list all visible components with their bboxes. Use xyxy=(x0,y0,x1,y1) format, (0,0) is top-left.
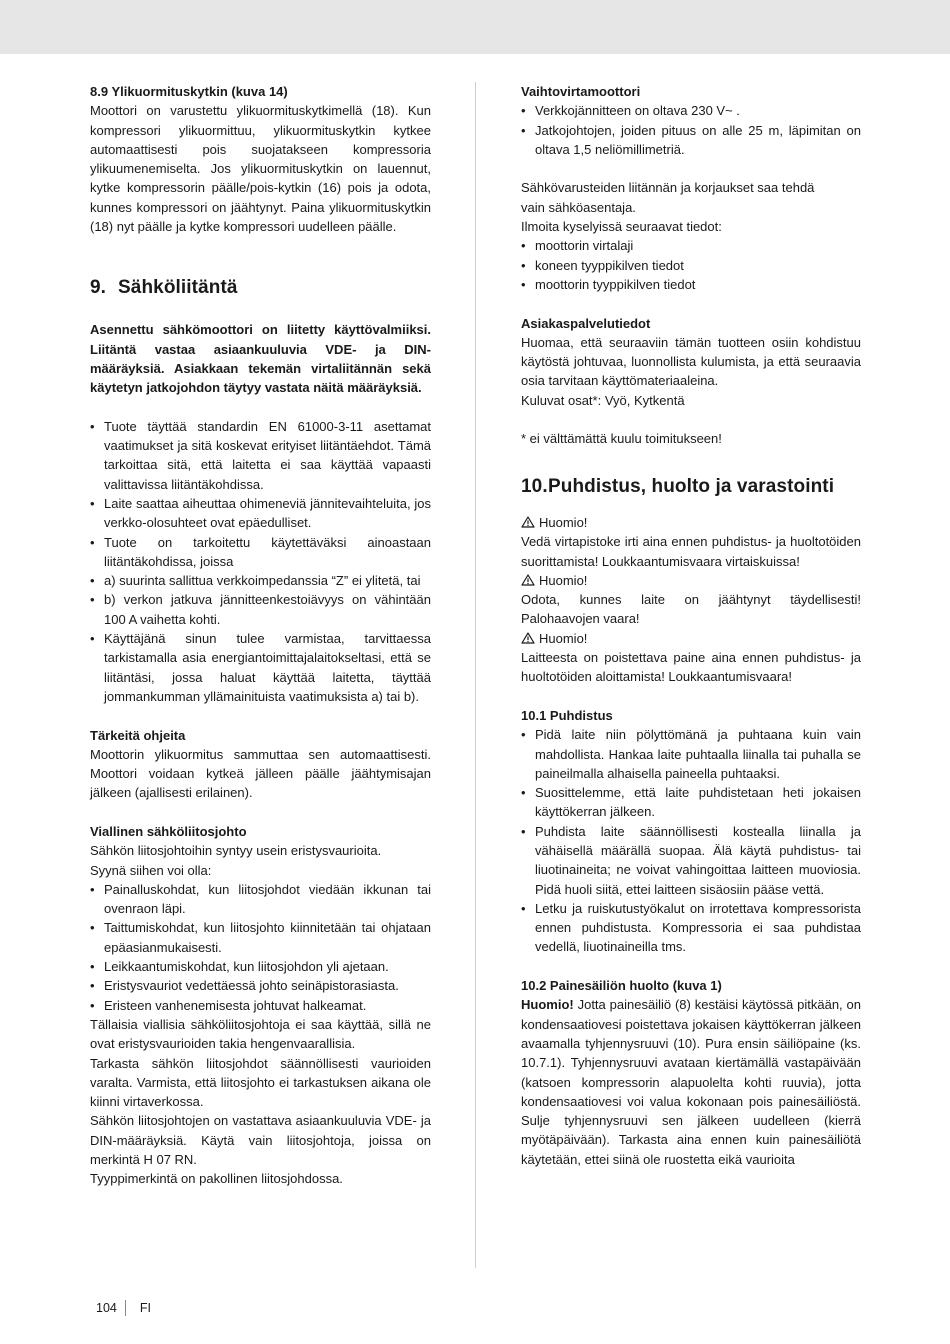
list-item: • moottorin virtalaji xyxy=(521,236,861,255)
section-9-title: Sähköliitäntä xyxy=(118,276,238,298)
right-column xyxy=(521,82,861,1169)
section-10-number: 10. xyxy=(521,475,548,497)
list-item: • Leikkaantumiskohdat, kun liitosjohdon yli ajetaan. xyxy=(90,957,431,976)
customer-service-body: Huomaa, että seuraaviin tämän tuotteen osiin kohdistuu käytöstä johtuvaa, luonnollista kulumista, ja että seuraavia osia tarvitaan käyttömateriaaleina. xyxy=(521,334,861,389)
section-10-2-lead: Huomio! xyxy=(521,997,574,1013)
page-number: 104 xyxy=(96,1301,117,1315)
section-9-intro: Asennettu sähkömoottori on liitetty käyttövalmiiksi. Liitäntä vastaa asiaankuuluvia VDE- ja DIN-määräyksiä. Asiakkaan tekemän virtaliitännän sekä käytetyn jatkojohdon täytyy vastata näitä määräyksiä. xyxy=(90,322,431,396)
cable-intro-2: Syynä siihen voi olla: xyxy=(90,862,212,878)
list-item: • Tuote on tarkoitettu käytettäväksi ainoastaan liitäntäkohdissa, joissa xyxy=(90,533,431,572)
list-item: • Laite saattaa aiheuttaa ohimeneviä jännitevaihteluita, jos verkko-olosuhteet ovat epäedulliset. xyxy=(90,494,431,533)
ac-motor-bullets xyxy=(521,101,861,159)
warning-label-1: Huomio! xyxy=(521,513,861,532)
cable-bullets xyxy=(90,880,431,1015)
cable-title: Viallinen sähköliitosjohto xyxy=(90,823,247,839)
warning-icon xyxy=(521,574,535,586)
left-column xyxy=(90,82,431,1189)
list-item: • Tuote täyttää standardin EN 61000-3-11 asettamat vaatimukset ja sitä koskevat erityiset liitäntäehdot. Tämä tarkoittaa sitä, että laitetta ei saa käyttää vapaasti valittavissa liitäntäkohdissa. xyxy=(90,417,431,494)
list-item: • Eristeen vanhenemisesta johtuvat halkeamat. xyxy=(90,996,431,1015)
language-code: FI xyxy=(139,1301,151,1315)
warning-icon xyxy=(521,516,535,528)
section-10-title: Puhdistus, huolto ja varastointi xyxy=(548,475,835,497)
list-item: • b) verkon jatkuva jännitteenkestoiävyys on vähintään 100 A vaihetta kohti. xyxy=(90,590,431,629)
customer-service-title: Asiakaspalvelutiedot xyxy=(521,315,651,331)
list-item: • Pidä laite niin pölyttömänä ja puhtaana kuin vain mahdollista. Hankaa laite puhtaalla liinalla tai puhalla se paineilmalla alhaisella paineella puhtaaksi. xyxy=(521,725,861,783)
list-item: • Eristysvauriot vedettäessä johto seinäpistorasiasta. xyxy=(90,976,431,995)
important-title: Tärkeitä ohjeita xyxy=(90,727,186,743)
cable-paragraph-3: Sähkön liitosjohtojen on vastattava asiaankuuluvia VDE- ja DIN-määräyksiä. Käytä vain liitosjohtoja, joissa on merkintä H 07 RN. xyxy=(90,1113,431,1168)
list-item: • Painalluskohdat, kun liitosjohdot viedään ikkunan tai ovenraon läpi. xyxy=(90,880,431,919)
list-item: • Jatkojohtojen, joiden pituus on alle 25 m, läpimitan on oltava 1,5 neliömillimetriä. xyxy=(521,121,861,160)
section-10-1-bullets xyxy=(521,725,861,957)
warning-icon xyxy=(521,632,535,644)
list-item: • koneen tyyppikilven tiedot xyxy=(521,256,861,275)
cable-paragraph-2: Tarkasta sähkön liitosjohdot säännöllisesti vaurioiden varalta. Varmista, että liitosjohto ei tarkastuksen aikana ole kiinni virtaverkossa. xyxy=(90,1055,431,1110)
section-10-1-title: 10.1 Puhdistus xyxy=(521,707,613,723)
footer-separator xyxy=(125,1300,126,1316)
list-item: • a) suurinta sallittua verkkoimpedanssia “Z” ei ylitetä, tai xyxy=(90,571,431,590)
warning-text-2: Odota, kunnes laite on jäähtynyt täydellisesti! Palohaavojen vaara! xyxy=(521,592,861,627)
cable-paragraph-1: Tällaisia viallisia sähköliitosjohtoja ei saa käyttää, sillä ne ovat eristysvaurioiden takia hengenvaarallisia. xyxy=(90,1016,431,1052)
list-item: • moottorin tyyppikilven tiedot xyxy=(521,275,861,294)
warning-label-3: Huomio! xyxy=(521,629,861,648)
section-8-9-title: 8.9 Ylikuormituskytkin (kuva 14) xyxy=(90,84,288,99)
ac-motor-paragraph-2: Ilmoita kyselyissä seuraavat tiedot: xyxy=(521,219,722,235)
column-divider xyxy=(475,82,476,1268)
ac-motor-info-bullets xyxy=(521,236,861,294)
section-10-2-title: 10.2 Painesäiliön huolto (kuva 1) xyxy=(521,978,722,994)
list-item: • Puhdista laite säännöllisesti kostealla liinalla ja vähäisellä määrällä suopaa. Älä käytä puhdistus- tai liuotinaineita; ne voivat vahingoittaa laitteen muoviosia. Pidä huoli siitä, ettei laitteen sisäosiin pääse vettä. xyxy=(521,822,861,899)
cable-paragraph-4: Tyyppimerkintä on pakollinen liitosjohdossa. xyxy=(90,1171,343,1187)
list-item: • Suosittelemme, että laite puhdistetaan heti jokaisen käyttökerran jälkeen. xyxy=(521,783,861,822)
page-footer xyxy=(96,1300,151,1316)
cable-intro-1: Sähkön liitosjohtoihin syntyy usein eristysvaurioita. xyxy=(90,843,382,859)
list-item: • Verkkojännitteen on oltava 230 V~ . xyxy=(521,101,861,120)
warning-label-2: Huomio! xyxy=(521,571,861,590)
section-10-2-body: Huomio! Jotta painesäiliö (8) kestäisi käytössä pitkään, on kondensaatiovesi poistettava jokaisen käyttökerran jälkeen avaamalla tyhjennysruuvi (10). Pura ensin säiliöpaine (ks. 10.7.1). Tyhjennysruuvi avataan kiertämällä vastapäivään (katsoen kompressorin alapuolelta kohti ruuvia), jotta kondensaatiovesi voi valua kokonaan pois painesäiliöstä. Sulje tyhjennysruuvi sen jälkeen uudelleen (kierrä myötäpäivään). Tarkasta aina ennen kuin painesäiliötä käytetään, ettei siinä ole ruostetta eikä vaurioita xyxy=(521,997,861,1167)
section-9-bullets xyxy=(90,417,431,706)
list-item: • Letku ja ruiskutustyökalut on irrotettava kompressorista ennen puhdistusta. Kompressoria ei saa puhdistaa vedellä, liuotinaineilla tms. xyxy=(521,899,861,957)
section-10-heading xyxy=(521,474,861,500)
list-item: • Käyttäjänä sinun tulee varmistaa, tarvittaessa tarkistamalla asia energiantoimittajalaitokseltasi, että se liitäntäsi, jossa haluat käyttää laitetta, täyttää jommankumman yllämainituista vaatimuksista a) tai b). xyxy=(90,629,431,706)
ac-motor-paragraph-1: Sähkövarusteiden liitännän ja korjaukset saa tehdä vain sähköasentaja. xyxy=(521,180,815,215)
list-item: • Taittumiskohdat, kun liitosjohto kiinnitetään tai ohjataan epäasianmukaisesti. xyxy=(90,918,431,957)
section-8-9-body: Moottori on varustettu ylikuormituskytkimellä (18). Kun kompressori ylikuormittuu, ylikuormituskytkin kytkee automaattisesti pois suojatakseen kompressoria ylikuumenemiselta. Jos ylikuormituskytkin on lauennut, kytke kompressorin päälle/pois-kytkin (16) pois ja odota, kunnes kompressori on jäähtynyt. Paina ylikuormituskytkin (18) nyt päälle ja kytke kompressori uudelleen päälle. xyxy=(90,103,431,235)
wear-parts: Kuluvat osat*: Vyö, Kytkentä xyxy=(521,392,685,408)
important-body: Moottorin ylikuormitus sammuttaa sen automaattisesti. Moottori voidaan kytkeä jälleen päälle jäähtymisajan jälkeen (ajallisesti erilainen). xyxy=(90,746,431,801)
ac-motor-title: Vaihtovirtamoottori xyxy=(521,84,641,99)
top-bar xyxy=(0,0,950,54)
section-9-number: 9. xyxy=(90,276,107,298)
section-9-heading xyxy=(90,275,431,301)
delivery-note: * ei välttämättä kuulu toimitukseen! xyxy=(521,431,722,447)
warning-text-3: Laitteesta on poistettava paine aina ennen puhdistus- ja huoltotöiden aloittamista! Loukkaantumisvaara! xyxy=(521,650,861,685)
warning-text-1: Vedä virtapistoke irti aina ennen puhdistus- ja huoltotöiden suorittamista! Loukkaantumisvaara virtaiskuissa! xyxy=(521,534,861,569)
